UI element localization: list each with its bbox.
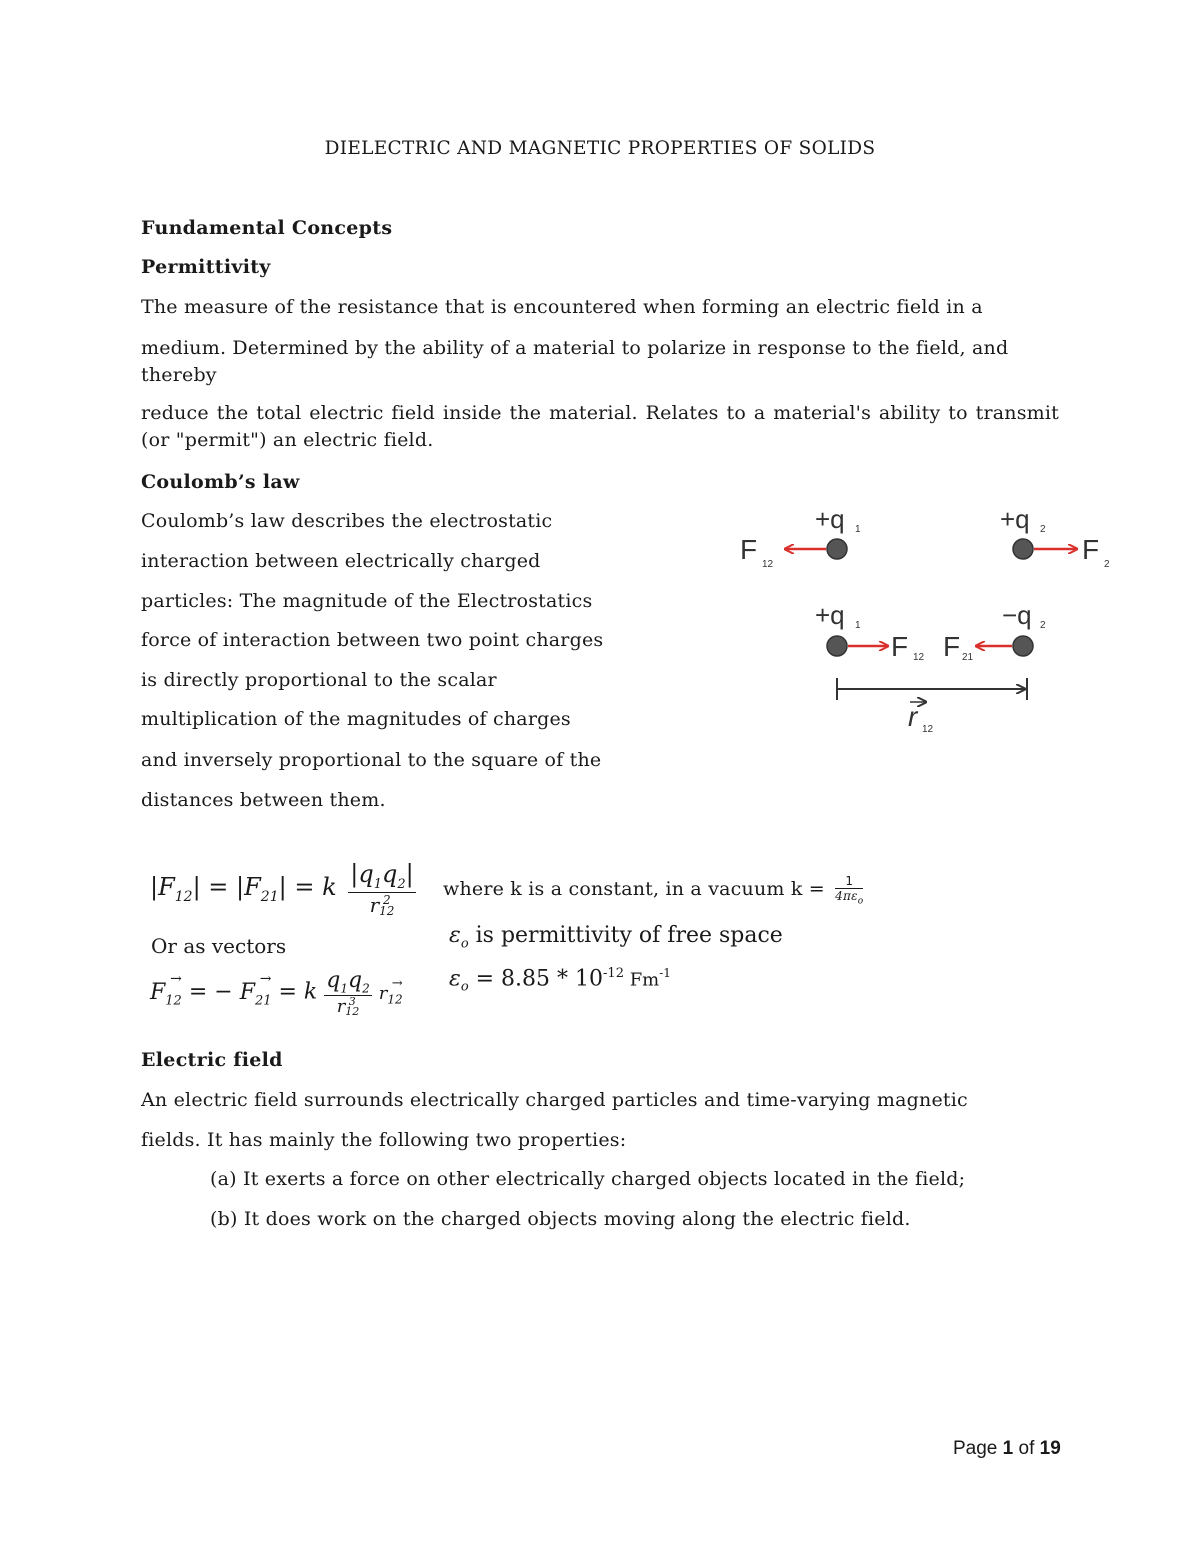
svg-text:12: 12 [922, 724, 934, 735]
label-q1-bottom: +q [815, 600, 845, 630]
svg-text:12: 12 [913, 652, 925, 663]
coulomb-line: and inversely proportional to the square of the [141, 749, 602, 771]
label-q2-bottom: −q [1002, 600, 1032, 630]
top-charge-q2 [1000, 504, 1046, 559]
label-q2-top: +q [1000, 504, 1030, 534]
electric-field-line-2: fields. It has mainly the following two properties: [141, 1129, 627, 1151]
k-constant-text: where k is a constant, in a vacuum k = 1 $4\pi\varepsilon_o$ [443, 874, 864, 907]
permittivity-value: $\varepsilon_o = 8.85 * 10^{-12}$ $Fm^{-1}$ [449, 966, 671, 995]
page-number: Page 1 of 19 [953, 1438, 1061, 1459]
electric-field-item-a: (a) It exerts a force on other electrically charged objects located in the field; [210, 1168, 966, 1190]
page-title: DIELECTRIC AND MAGNETIC PROPERTIES OF SOLIDS [324, 138, 876, 159]
svg-text:2: 2 [1104, 559, 1110, 570]
label-f2-top: F [1082, 534, 1100, 565]
svg-text:21: 21 [962, 652, 974, 663]
svg-text:2: 2 [1040, 524, 1046, 535]
coulomb-line: interaction between electrically charged [141, 550, 541, 572]
svg-text:1: 1 [855, 620, 861, 631]
label-r12: r [908, 701, 918, 732]
section-heading-electric-field: Electric field [141, 1049, 283, 1071]
coulomb-line: particles: The magnitude of the Electrostatics [141, 590, 593, 612]
svg-text:1: 1 [855, 524, 861, 535]
charge-q1-top [827, 539, 847, 559]
magnitude-formula: $|F_{12}| = |F_{21}| = k$ $|q_1q_2|$ r 2 12 [150, 860, 414, 919]
permittivity-line-2: medium. Determined by the ability of a material to polarize in response to the field, and [141, 337, 1009, 359]
charge-q2-top [1013, 539, 1033, 559]
permittivity-line-1: The measure of the resistance that is encountered when forming an electric field in a [141, 296, 983, 318]
or-as-vectors-label: Or as vectors [151, 934, 287, 958]
coulomb-force-diagram [730, 500, 1130, 750]
svg-text:12: 12 [762, 559, 774, 570]
section-heading-fundamental: Fundamental Concepts [141, 217, 393, 239]
k-fraction: 1 $4\pi\varepsilon_o$ [835, 874, 864, 907]
section-heading-permittivity: Permittivity [141, 256, 271, 278]
permittivity-line-3: thereby [141, 364, 217, 386]
top-charge-q1 [815, 504, 861, 559]
svg-text:2: 2 [1040, 620, 1046, 631]
electric-field-line-1: An electric field surrounds electrically charged particles and time-varying magnetic [141, 1089, 968, 1111]
permittivity-paragraph-2: reduce the total electric field inside the material. Relates to a material's ability to transmit (or "permit") an electric field. [141, 402, 1059, 451]
vector-fraction: $q_1q_2$ r 3 12 [326, 968, 370, 1019]
magnitude-fraction: $|q_1q_2|$ r 2 12 [350, 860, 414, 919]
vector-formula: → $F_{12}$ = − → $F_{21} = k$ $q_1q_2$ r 3 12 → $r_{12}$ [150, 968, 403, 1019]
electric-field-item-b: (b) It does work on the charged objects moving along the electric field. [210, 1208, 911, 1230]
section-heading-coulomb: Coulomb’s law [141, 471, 300, 493]
charge-q2-bottom [1013, 636, 1033, 656]
label-f21-bottom: F [943, 631, 961, 662]
coulomb-line: distances between them. [141, 789, 386, 811]
charge-q1-bottom [827, 636, 847, 656]
label-q1-top: +q [815, 504, 845, 534]
coulomb-line: is directly proportional to the scalar [141, 669, 497, 691]
label-f12-bottom: F [891, 631, 909, 662]
coulomb-line: multiplication of the magnitudes of charges [141, 708, 571, 730]
label-f12-top: F [740, 534, 758, 565]
coulomb-line: Coulomb’s law describes the electrostatic [141, 510, 553, 532]
permittivity-free-space-text: $\varepsilon_o$ is permittivity of free space [449, 923, 783, 952]
coulomb-line: force of interaction between two point charges [141, 629, 604, 651]
